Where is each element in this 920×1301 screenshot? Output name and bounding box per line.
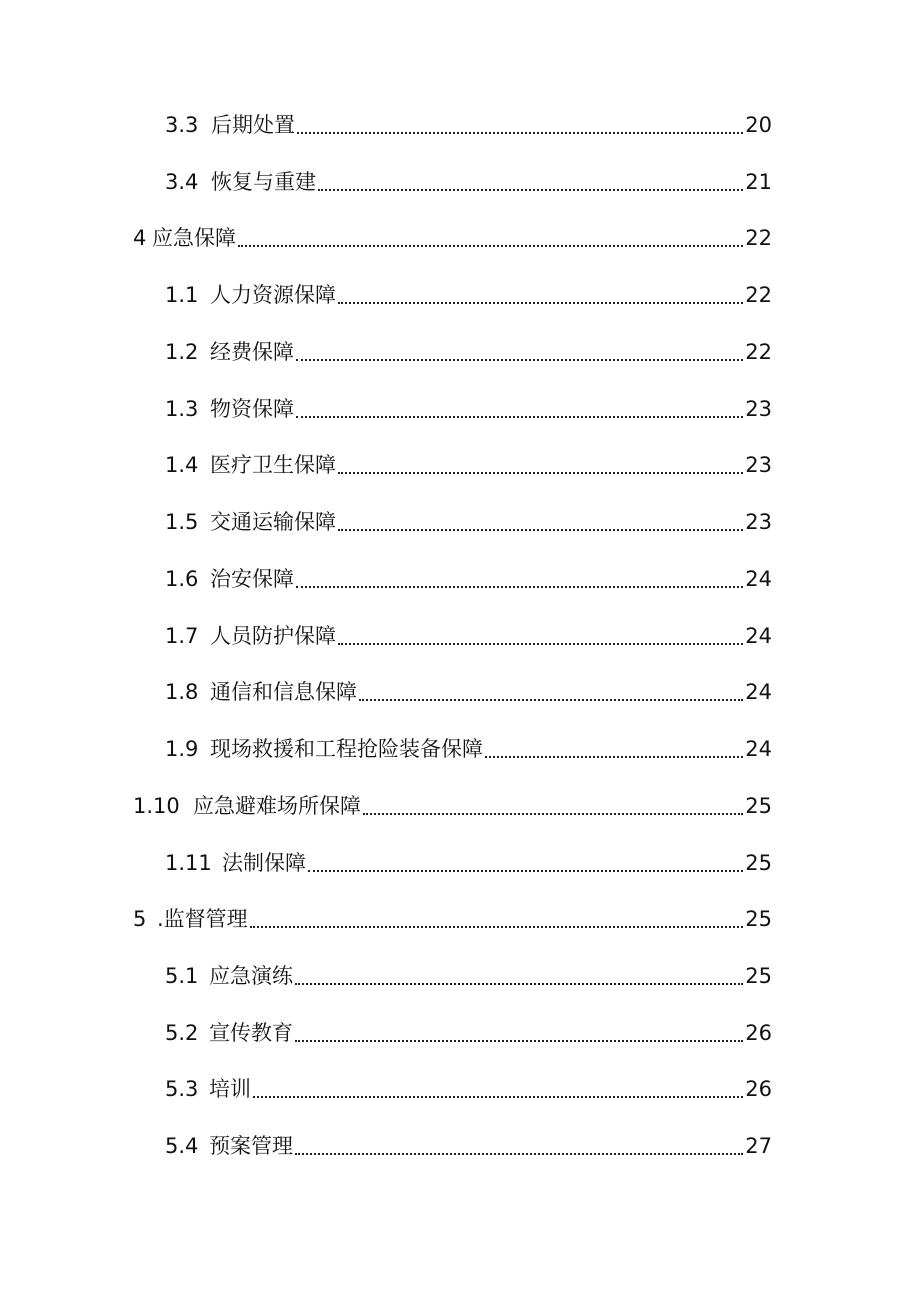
toc-entry — [165, 563, 772, 595]
toc-entry-number: 4 — [133, 226, 147, 250]
toc-entry-page: 27 — [745, 1134, 772, 1158]
toc-entry — [133, 790, 772, 822]
toc-entry-page: 22 — [745, 226, 772, 250]
toc-entry-title: 恢复与重建 — [211, 170, 316, 194]
toc-entry-number: 1.6 — [165, 567, 199, 591]
toc-entry-number: 3.4 — [165, 170, 199, 194]
toc-entry — [165, 676, 772, 708]
toc-entry — [165, 336, 772, 368]
toc-dot-leader — [295, 1153, 743, 1155]
toc-dot-leader — [338, 472, 743, 474]
toc-entry-page: 25 — [745, 964, 772, 988]
toc-dot-leader — [363, 813, 743, 815]
toc-entry-page: 23 — [745, 453, 772, 477]
toc-dot-leader — [338, 643, 743, 645]
toc-entry — [165, 620, 772, 652]
toc-dot-leader — [296, 416, 743, 418]
toc-entry — [165, 733, 772, 765]
toc-entry — [165, 1073, 772, 1105]
toc-entry-title: 宣传教育 — [209, 1021, 293, 1045]
toc-entry-title: 现场救援和工程抢险装备保障 — [210, 737, 483, 761]
toc-entry-title: 通信和信息保障 — [210, 680, 357, 704]
toc-entry-page: 23 — [745, 397, 772, 421]
toc-entry — [133, 222, 772, 254]
toc-entry-title: 人员防护保障 — [210, 624, 336, 648]
toc-entry-title: 人力资源保障 — [210, 283, 336, 307]
toc-dot-leader — [250, 926, 744, 928]
toc-entry-page: 24 — [745, 680, 772, 704]
toc-entry-title: 培训 — [209, 1077, 251, 1101]
toc-entry-page: 23 — [745, 510, 772, 534]
toc-dot-leader — [296, 586, 743, 588]
toc-entry-page: 25 — [745, 794, 772, 818]
toc-entry — [165, 279, 772, 311]
toc-dot-leader — [295, 983, 743, 985]
toc-entry-number: 1.5 — [165, 510, 199, 534]
toc-entry-title: 经费保障 — [210, 340, 294, 364]
toc-entry — [165, 1130, 772, 1162]
toc-entry — [165, 393, 772, 425]
toc-entry-number: 3.3 — [165, 113, 199, 137]
toc-dot-leader — [296, 359, 743, 361]
toc-entry-page: 22 — [745, 340, 772, 364]
toc-entry-page: 26 — [745, 1021, 772, 1045]
toc-dot-leader — [297, 132, 743, 134]
toc-entry — [165, 449, 772, 481]
toc-entry-number: 1.1 — [165, 283, 199, 307]
toc-entry-title: 医疗卫生保障 — [210, 453, 336, 477]
toc-entry-number: 1.10 — [133, 794, 180, 818]
toc-entry-page: 24 — [745, 737, 772, 761]
toc-entry-number: 5.3 — [165, 1077, 199, 1101]
toc-entry-page: 26 — [745, 1077, 772, 1101]
toc-entry-page: 24 — [745, 624, 772, 648]
toc-entry-number: 1.7 — [165, 624, 199, 648]
toc-dot-leader — [253, 1096, 743, 1098]
toc-entry-page: 21 — [745, 170, 772, 194]
toc-entry — [165, 847, 772, 879]
toc-entry — [165, 166, 772, 198]
toc-entry — [165, 960, 772, 992]
toc-entry-title: 物资保障 — [210, 397, 294, 421]
toc-entry-number: 1.9 — [165, 737, 199, 761]
toc-entry-title: 应急演练 — [209, 964, 293, 988]
toc-dot-leader — [318, 189, 743, 191]
toc-entry-number: 1.11 — [165, 851, 212, 875]
toc-dot-leader — [338, 529, 743, 531]
toc-entry-title: 治安保障 — [210, 567, 294, 591]
toc-entry — [165, 109, 772, 141]
toc-entry-number: 1.8 — [165, 680, 199, 704]
toc-dot-leader — [485, 756, 743, 758]
toc-entry-title: 应急避难场所保障 — [193, 794, 361, 818]
toc-entry-page: 20 — [745, 113, 772, 137]
toc-entry-number: 5.1 — [165, 964, 199, 988]
toc-entry-page: 25 — [745, 907, 772, 931]
toc-entry-title: 预案管理 — [209, 1134, 293, 1158]
toc-dot-leader — [359, 699, 743, 701]
toc-dot-leader — [238, 245, 743, 247]
toc-entry-title: .监督管理 — [157, 907, 248, 931]
toc-entry — [165, 1017, 772, 1049]
toc-dot-leader — [338, 302, 743, 304]
toc-entry-page: 25 — [745, 851, 772, 875]
toc-dot-leader — [308, 870, 743, 872]
toc-entry-number: 1.2 — [165, 340, 199, 364]
toc-entry-title: 交通运输保障 — [210, 510, 336, 534]
toc-entry-title: 法制保障 — [222, 851, 306, 875]
toc-entry-page: 24 — [745, 567, 772, 591]
toc-entry-number: 1.4 — [165, 453, 199, 477]
toc-entry-number: 1.3 — [165, 397, 199, 421]
toc-entry-number: 5 — [133, 907, 147, 931]
toc-entry — [165, 506, 772, 538]
toc-entry — [133, 903, 772, 935]
toc-entry-title: 应急保障 — [152, 226, 236, 250]
toc-entry-title: 后期处置 — [211, 113, 295, 137]
toc-dot-leader — [295, 1040, 743, 1042]
toc-entry-number: 5.2 — [165, 1021, 199, 1045]
toc-entry-number: 5.4 — [165, 1134, 199, 1158]
toc-entry-page: 22 — [745, 283, 772, 307]
